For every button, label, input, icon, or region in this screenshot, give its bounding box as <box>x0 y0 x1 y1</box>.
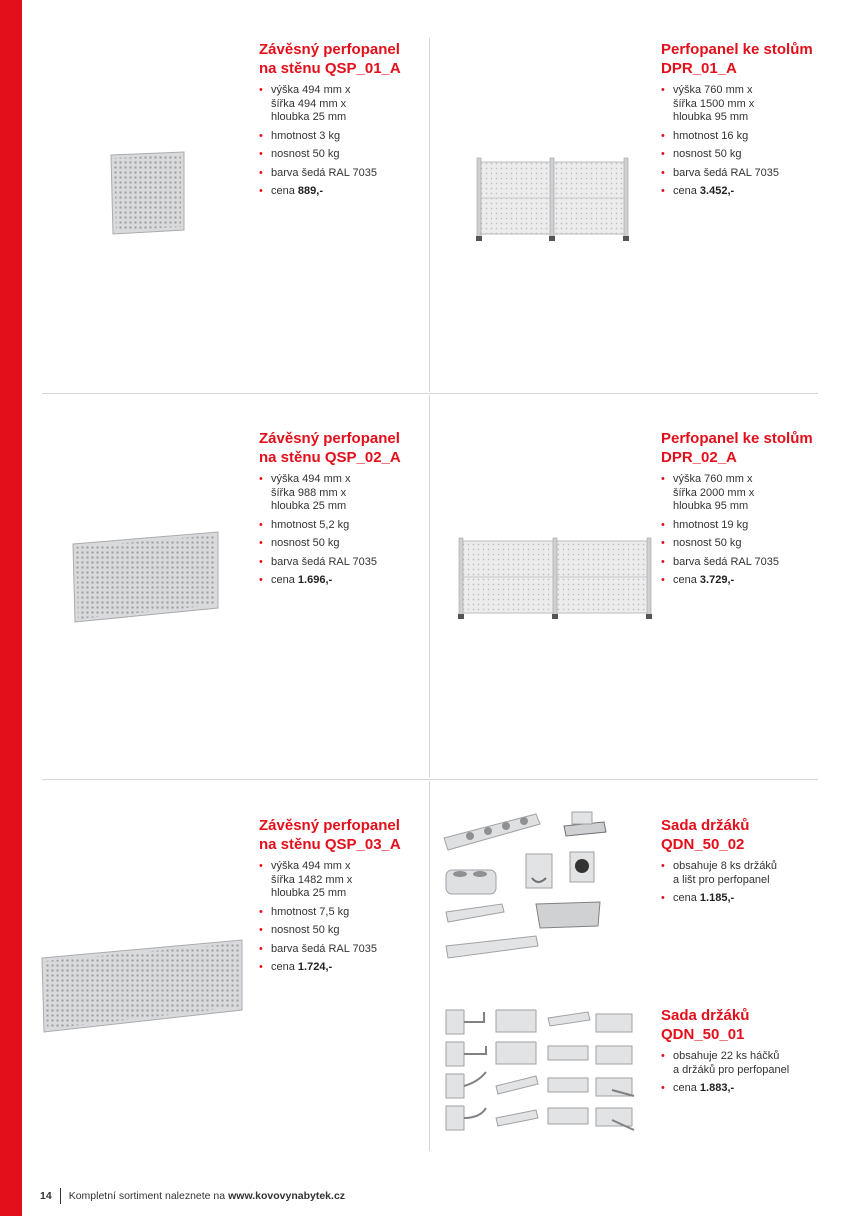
spec-load: • nosnost 50 kg <box>259 924 429 938</box>
spec-color: • barva šedá RAL 7035 <box>661 167 831 181</box>
spec-price: • cena 3.452,- <box>661 185 831 199</box>
holder-set-qdn5001-image <box>440 1006 640 1136</box>
perfopanel-qsp01-image <box>108 150 188 236</box>
holder-set-qdn5002-image <box>440 808 610 974</box>
website-link[interactable]: www.kovovynabytek.cz <box>228 1190 346 1202</box>
column-divider <box>429 781 430 1151</box>
spec-load: • nosnost 50 kg <box>259 148 429 162</box>
product-dpr02 <box>661 429 831 593</box>
spec-weight: • hmotnost 3 kg <box>259 130 429 144</box>
page-footer <box>40 1188 345 1204</box>
spec-price: • cena 889,- <box>259 185 429 199</box>
product-title: Perfopanel ke stolům DPR_01_A <box>661 41 813 77</box>
spec-dimensions: • výška 760 mm x šířka 2000 mm x hloubka 95 mm <box>661 473 831 514</box>
spec-price: • cena 1.185,- <box>661 892 831 906</box>
footer-separator <box>60 1188 61 1204</box>
spec-dimensions: • výška 494 mm x šířka 988 mm x hloubka 25 mm <box>259 473 429 514</box>
spec-dimensions: • výška 494 mm x šířka 1482 mm x hloubka 25 mm <box>259 860 429 901</box>
spec-description: • obsahuje 22 ks háčků a držáků pro perfopanel <box>661 1050 831 1077</box>
perfopanel-qsp02-image <box>70 530 222 624</box>
spec-dimensions: • výška 760 mm x šířka 1500 mm x hloubka 95 mm <box>661 84 831 125</box>
product-title: Závěsný perfopanel na stěnu QSP_01_A <box>259 41 401 77</box>
product-title: Sada držáků QDN_50_01 <box>661 1007 750 1043</box>
footer-text: Kompletní sortiment naleznete na <box>68 1190 226 1202</box>
product-dpr01 <box>661 40 831 204</box>
spec-weight: • hmotnost 16 kg <box>661 130 831 144</box>
column-divider <box>429 38 430 392</box>
spec-weight: • hmotnost 19 kg <box>661 519 831 533</box>
perfopanel-dpr02-image <box>456 537 654 621</box>
spec-load: • nosnost 50 kg <box>259 537 429 551</box>
spec-load: • nosnost 50 kg <box>661 537 831 551</box>
row-divider <box>42 779 818 780</box>
spec-price: • cena 3.729,- <box>661 574 831 588</box>
spec-price: • cena 1.696,- <box>259 574 429 588</box>
spec-price: • cena 1.883,- <box>661 1082 831 1096</box>
product-title: Sada držáků QDN_50_02 <box>661 817 750 853</box>
perfopanel-qsp03-image <box>40 938 245 1034</box>
brand-stripe <box>0 0 22 1216</box>
product-qsp02 <box>259 429 429 593</box>
product-title: Perfopanel ke stolům DPR_02_A <box>661 430 813 466</box>
spec-price: • cena 1.724,- <box>259 961 429 975</box>
spec-color: • barva šedá RAL 7035 <box>259 556 429 570</box>
spec-weight: • hmotnost 7,5 kg <box>259 906 429 920</box>
spec-description: • obsahuje 8 ks držáků a lišt pro perfopanel <box>661 860 831 887</box>
spec-color: • barva šedá RAL 7035 <box>661 556 831 570</box>
product-qsp01 <box>259 40 429 204</box>
product-qsp03 <box>259 816 429 980</box>
product-title: Závěsný perfopanel na stěnu QSP_02_A <box>259 430 401 466</box>
spec-weight: • hmotnost 5,2 kg <box>259 519 429 533</box>
row-divider <box>42 393 818 394</box>
product-qdn5002 <box>661 816 831 911</box>
spec-load: • nosnost 50 kg <box>661 148 831 162</box>
perfopanel-dpr01-image <box>474 156 632 246</box>
column-divider <box>429 395 430 777</box>
spec-color: • barva šedá RAL 7035 <box>259 943 429 957</box>
spec-dimensions: • výška 494 mm x šířka 494 mm x hloubka 25 mm <box>259 84 429 125</box>
product-qdn5001 <box>661 1006 831 1101</box>
spec-color: • barva šedá RAL 7035 <box>259 167 429 181</box>
page-number: 14 <box>40 1190 52 1202</box>
product-title: Závěsný perfopanel na stěnu QSP_03_A <box>259 817 401 853</box>
